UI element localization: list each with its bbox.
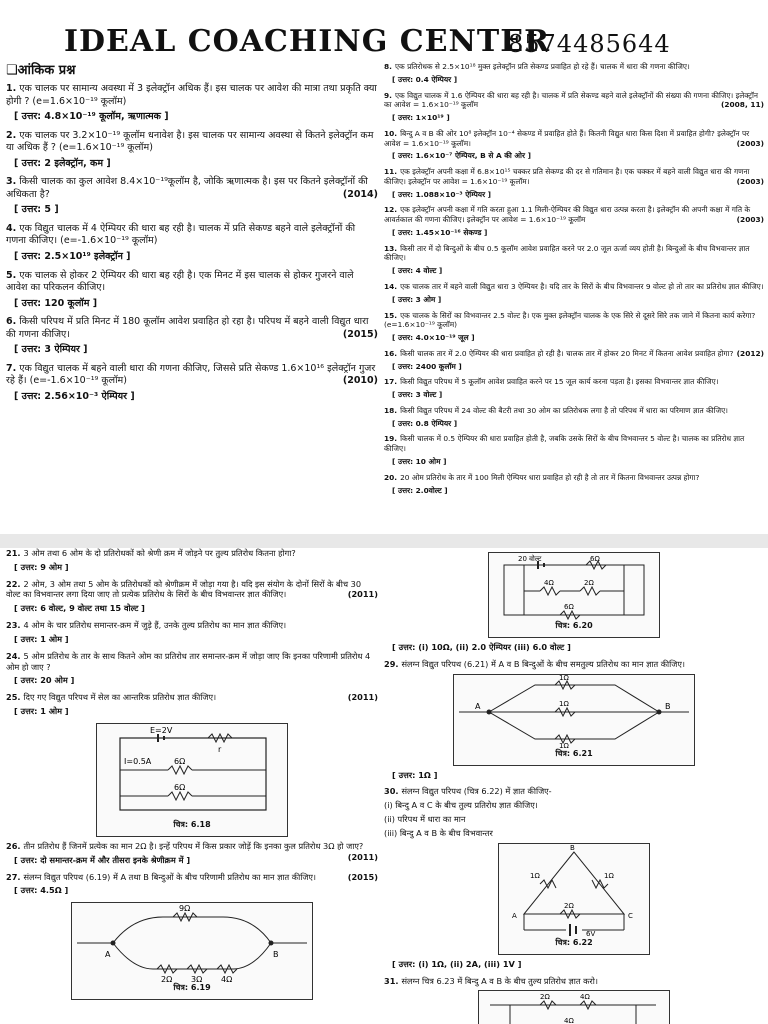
answer: [ उत्तर: 1.45×10⁻¹⁶ सेकण्ड ] — [392, 227, 488, 237]
label-r: r — [218, 744, 222, 754]
exam-year: (2008, 11) — [721, 100, 764, 110]
label-4ohm: 4Ω — [221, 975, 233, 984]
label-9ohm: 9Ω — [179, 904, 191, 914]
question-number: 6. — [6, 316, 17, 328]
question-number: 12. — [384, 205, 398, 215]
question-number: 11. — [384, 167, 398, 177]
figure-6-20 — [488, 552, 660, 638]
question-text: एक इलेक्ट्रॉन अपनी कक्षा में गति करता हुआ 1.1 मिली-ऐम्पियर की विद्युत धारा उत्पन्न करता है। इलेक्ट्रॉन की अपनी कक्षा में गति के आवर्तकाल की गणना कीजिए। इलेक्ट्रॉन पर आवेश = 1.6×10⁻¹⁹ कूलॉम — [384, 205, 751, 225]
question-text: एक विद्युत चालक में 1.6 ऐम्पियर की धारा बह रही है। चालक में प्रति सेकण्ड बहने वाले इलेक्ट्रॉनों की संख्या की गणना कीजिए। इलेक्ट्रॉन का आवेश = 1.6×10⁻¹⁹ कूलॉम — [384, 90, 758, 110]
question-text: संलग्न विद्युत परिपथ (6.21) में A व B बिन्दुओं के बीच समतुल्य प्रतिरोध का मान ज्ञात कीजिए। — [401, 658, 685, 669]
question-30-part-2: (ii) परिपथ में धारा का मान — [384, 814, 466, 825]
question-text: एक इलेक्ट्रॉन अपनी कक्षा में 6.8×10¹⁵ चक्कर प्रति सेकण्ड की दर से गतिमान है। एक चक्कर में बहने वाली विद्युत धारा की गणना कीजिए। इलेक्ट्रॉन पर आवेश = 1.6×10⁻¹⁹ कूलॉम। — [384, 167, 750, 186]
question-text: 2 ओम, 3 ओम तथा 5 ओम के प्रतिरोधकों को श्रेणीक्रम में जोड़ा गया है। यदि इस संयोग के दोनों सिरों के बीच 30 वोल्ट का विभवान्तर लगा दिया जाए तो प्रत्येक प्रतिरोध के सिरों के बीच विभवान्तर ज्ञात कीजिए। — [6, 578, 362, 600]
question-number: 23. — [6, 620, 21, 631]
question-30 — [384, 786, 764, 797]
answer: [ उत्तर: 1 ओम ] — [14, 633, 69, 644]
label-r2: 4Ω — [580, 993, 590, 1002]
question-number: 21. — [6, 548, 21, 558]
question-number: 2. — [6, 129, 17, 141]
question-text: एक विद्युत चालक में बहने वाली धारा की गणना कीजिए, जिससे प्रति सेकण्ड 1.6×10¹⁶ इलेक्ट्रॉन गुजर रहे हैं। (e=-1.6×10⁻¹⁹ कूलॉम) — [6, 362, 376, 387]
label-r2: 1Ω — [604, 871, 614, 880]
question-number: 9. — [384, 90, 392, 100]
label-r3: 4Ω — [564, 1017, 574, 1024]
question-number: 30. — [384, 786, 399, 797]
label-r-top: 1Ω — [559, 674, 569, 682]
label-r-bottom: 1Ω — [559, 741, 569, 749]
question-text: संलग्न चित्र 6.23 में बिन्दु A व B के बीच तुल्य प्रतिरोध ज्ञात करो। — [401, 975, 598, 986]
question-number: 25. — [6, 692, 21, 703]
question-number: 29. — [384, 658, 399, 669]
question-item — [384, 406, 764, 416]
question-text: एक चालक के सिरों का विभवान्तर 2.5 वोल्ट है। एक मुक्त इलेक्ट्रॉन चालक के एक सिरे से दूसरे सिरे तक जाने में कितना कार्य करेगा? (e=1.6×10⁻¹⁹ कूलॉम) — [384, 310, 756, 330]
label-a: A — [105, 950, 111, 960]
question-number: 26. — [6, 840, 21, 851]
question-item — [6, 651, 378, 673]
figure-6-22 — [498, 843, 650, 955]
circuit-diagram — [500, 844, 648, 938]
answer: [ उत्तर: 9 ओम ] — [14, 561, 69, 572]
question-text: एक चालक पर सामान्य अवस्था में 3 इलेक्ट्रॉन अधिक हैं। इस चालक पर आवेश की मात्रा तथा प्रकृति क्या होगी ? (e=1.6×10⁻¹⁹ कूलॉम) — [6, 83, 377, 107]
question-30-part-3: (iii) बिन्दु A व B के बीच विभवान्तर — [384, 827, 493, 838]
question-item — [384, 473, 764, 483]
brand-title: IDEAL COACHING CENTER — [64, 24, 551, 59]
exam-year: (2014) — [342, 188, 378, 200]
question-number: 16. — [384, 348, 398, 358]
label-voltage: 20 वोल्ट — [518, 555, 542, 563]
question-text: एक चालक तार में बहने वाली विद्युत धारा 3 ऐम्पियर है। यदि तार के सिरों के बीच विभवान्तर 9 वोल्ट हो तो तार का प्रतिरोध ज्ञात कीजिए। — [400, 282, 764, 292]
question-item — [6, 223, 378, 248]
question-number: 14. — [384, 282, 398, 292]
question-number: 31. — [384, 975, 399, 986]
question-item — [6, 316, 378, 341]
answer: [ उत्तर: 2.0वोल्ट ] — [392, 485, 448, 495]
question-item — [384, 91, 764, 111]
label-b: B — [273, 950, 279, 960]
exam-year: (2011) — [347, 692, 378, 703]
label-a: A — [475, 701, 481, 711]
question-text: संलग्न विद्युत परिपथ (6.19) में A तथा B बिन्दुओं के बीच परिणामी प्रतिरोध का मान ज्ञात कीजिए। — [23, 871, 317, 882]
page-divider — [0, 534, 768, 548]
question-list — [6, 83, 378, 403]
question-text: किसी चालक का कुल आवेश 8.4×10⁻¹⁹कूलॉम है, जोकि ऋणात्मक है। इस पर कितने इलेक्ट्रॉनों की अधिकता है? — [6, 176, 368, 200]
question-29 — [384, 659, 764, 670]
question-number: 20. — [384, 472, 398, 482]
question-text: तीन प्रतिरोध हैं जिनमें प्रत्येक का मान 2Ω है। इन्हें परिपथ में किस प्रकार जोड़ें कि इनका कुल प्रतिरोध 3Ω हो जाए? — [23, 840, 364, 851]
question-text: एक प्रतिरोधक से 2.5×10¹⁸ मुक्त इलेक्ट्रॉन प्रति सेकण्ड प्रवाहित हो रहे हैं। चालक में धारा की गणना कीजिए। — [394, 62, 690, 71]
label-r1: 1Ω — [530, 871, 540, 880]
label-r1: 6Ω — [174, 756, 186, 766]
question-item — [384, 167, 764, 187]
question-text: संलग्न विद्युत परिपथ (चित्र 6.22) में ज्ञात कीजिए- — [401, 786, 552, 797]
question-item — [384, 311, 764, 331]
exam-year: (2011) — [347, 851, 378, 862]
question-item — [6, 176, 378, 201]
answer-28: [ उत्तर: (i) 10Ω, (ii) 2.0 ऐम्पियर (iii) 6.0 वोल्ट ] — [392, 642, 571, 652]
answer: [ उत्तर: 4 वोल्ट ] — [392, 266, 443, 276]
question-text: 3 ओम तथा 6 ओम के दो प्रतिरोधकों को श्रेणी क्रम में जोड़ने पर तुल्य प्रतिरोध कितना होगा? — [23, 548, 296, 558]
exam-year: (2011) — [347, 589, 378, 600]
answer: [ उत्तर: 4.0×10⁻¹⁹ जूल ] — [392, 333, 475, 343]
panel-bottom-right — [384, 548, 764, 1024]
exam-year: (2003) — [736, 176, 764, 186]
question-text: 20 ओम प्रतिरोध के तार में 100 मिली ऐम्पियर धारा प्रवाहित हो रही है तो तार में कितना विभवान्तर उत्पन्न होगा? — [400, 472, 700, 482]
question-number: 1. — [6, 83, 17, 95]
question-item — [6, 130, 378, 155]
question-text: किसी परिपथ में प्रति मिनट में 180 कूलॉम आवेश प्रवाहित हो रहा है। परिपथ में बहने वाली विद्युत धारा की गणना कीजिए। — [6, 316, 369, 340]
question-text: बिन्दु A व B की ओर 10⁸ इलेक्ट्रॉन 10⁻⁴ सेकण्ड में प्रवाहित होते हैं। कितनी विद्युत धारा किस दिशा में प्रवाहित होगी? इलेक्ट्रॉन पर आवेश = 1.6×10⁻¹⁹ कूलॉम। — [384, 128, 750, 148]
question-number: 15. — [384, 310, 398, 320]
question-list — [384, 62, 764, 495]
answer: [ उत्तर: 3 ऐम्पियर ] — [14, 344, 88, 356]
question-item — [384, 62, 764, 72]
question-number: 17. — [384, 377, 398, 387]
circuit-diagram — [490, 553, 658, 621]
figure-6-18 — [96, 723, 288, 837]
page-header — [0, 0, 768, 62]
question-item — [384, 205, 764, 225]
answer: [ उत्तर: 5 ] — [14, 204, 59, 216]
question-item — [384, 349, 764, 359]
circuit-diagram — [480, 991, 668, 1024]
figure-caption: चित्र: 6.20 — [555, 621, 593, 630]
question-item — [384, 282, 764, 292]
exam-year: (2012) — [736, 348, 764, 358]
answer: [ उत्तर: 2.5×10¹⁹ इलेक्ट्रॉन ] — [14, 251, 131, 262]
question-item — [6, 579, 378, 601]
answer: [ उत्तर: 0.8 ऐम्पियर ] — [392, 418, 458, 428]
question-item — [6, 692, 378, 703]
answer: [ उत्तर: 2 इलेक्ट्रॉन, कम ] — [14, 157, 111, 169]
answer: [ उत्तर: 120 कूलॉम ] — [14, 297, 98, 309]
question-item — [384, 377, 764, 387]
label-a: A — [512, 911, 517, 920]
label-r2: 4Ω — [544, 579, 554, 587]
question-item — [6, 872, 378, 883]
answer: [ उत्तर: दो समान्तर-क्रम में और तीसरा इनके श्रेणीक्रम में ] — [14, 854, 191, 865]
answer: [ उत्तर: 20 ओम ] — [14, 675, 75, 686]
circuit-diagram — [455, 675, 693, 749]
question-number: 18. — [384, 405, 398, 415]
label-emf: E=2V — [150, 725, 173, 735]
question-text: 5 ओम प्रतिरोध के तार के साथ कितने ओम का प्रतिरोध तार समान्तर-क्रम में जोड़ा जाए कि इनका परिणामी प्रतिरोध 4 ओम हो जाए ? — [6, 650, 371, 672]
question-30-part-1: (i) बिन्दु A व C के बीच तुल्य प्रतिरोध ज्ञात कीजिए। — [384, 800, 538, 811]
exam-year: (2015) — [347, 871, 378, 882]
exam-year: (2010) — [342, 375, 378, 387]
figure-caption: चित्र: 6.19 — [173, 983, 211, 993]
question-item — [6, 363, 378, 388]
figure-6-23 — [478, 990, 670, 1024]
question-number: 7. — [6, 362, 17, 374]
answer-29: [ उत्तर: 1Ω ] — [392, 769, 438, 780]
label-b: B — [570, 843, 575, 852]
question-number: 5. — [6, 269, 17, 281]
answer: [ उत्तर: 4.8×10⁻¹⁹ कूलॉम, ऋणात्मक ] — [14, 111, 169, 123]
question-item — [6, 83, 378, 108]
figure-6-19 — [71, 902, 313, 1000]
answer: [ उत्तर: 10 ओम ] — [392, 456, 447, 466]
figure-caption: चित्र: 6.22 — [555, 937, 593, 947]
question-number: 10. — [384, 128, 398, 138]
answer: [ उत्तर: 1×10¹⁹ ] — [392, 113, 450, 123]
answer: [ उत्तर: 3 वोल्ट ] — [392, 390, 443, 400]
label-r1: 6Ω — [590, 555, 600, 563]
label-r3: 2Ω — [584, 579, 594, 587]
panel-top-right — [384, 62, 764, 532]
question-list — [6, 841, 378, 896]
question-list — [6, 548, 378, 717]
answer: [ उत्तर: 4.5Ω ] — [14, 885, 69, 896]
question-item — [6, 548, 378, 559]
answer: [ उत्तर: 1.6×10⁻⁷ ऐम्पियर, B से A की ओर ] — [392, 151, 531, 161]
question-text: एक चालक से होकर 2 ऐम्पियर की धारा बह रही है। एक मिनट में इस चालक से होकर गुजरने वाले आवेश का परिकलन कीजिए। — [6, 269, 354, 294]
circuit-diagram — [73, 903, 311, 983]
answer: [ उत्तर: 1 ओम ] — [14, 706, 69, 717]
answer: [ उत्तर: 2400 कूलॉम ] — [392, 361, 462, 371]
question-item — [384, 244, 764, 264]
question-text: किसी विद्युत परिपथ में 5 कूलॉम आवेश प्रवाहित करने पर 15 जूल कार्य करना पड़ता है। इसका विभवान्तर ज्ञात कीजिए। — [400, 377, 719, 387]
question-text: एक विद्युत चालक में 4 ऐम्पियर की धारा बह रही है। चालक में प्रति सेकण्ड बहने वाले इलेक्ट्रॉनों की गणना कीजिए। (e=-1.6×10⁻¹⁹ कूलॉम) — [6, 222, 356, 247]
question-item — [6, 620, 378, 631]
label-2ohm: 2Ω — [161, 975, 173, 984]
figure-caption: चित्र: 6.18 — [173, 819, 211, 829]
figure-caption: चित्र: 6.21 — [555, 748, 593, 758]
label-r2: 6Ω — [174, 782, 186, 792]
question-31 — [384, 976, 764, 987]
panel-top-left — [6, 62, 378, 532]
exam-year: (2003) — [736, 138, 764, 148]
question-item — [6, 270, 378, 295]
phone-number: 8574485644 — [508, 30, 671, 58]
circuit-diagram — [98, 724, 286, 820]
question-text: दिए गए विद्युत परिपथ में सेल का आन्तरिक प्रतिरोध ज्ञात कीजिए। — [23, 692, 217, 703]
question-number: 3. — [6, 176, 17, 188]
label-r3: 2Ω — [564, 901, 574, 910]
question-text: एक चालक पर 3.2×10⁻¹⁹ कूलॉम धनावेश है। इस चालक पर सामान्य अवस्था से कितने इलेक्ट्रॉन कम या अधिक हैं ? (e=1.6×10⁻¹⁹ कूलॉम) — [6, 129, 374, 154]
label-r-mid: 1Ω — [559, 699, 569, 708]
question-item — [384, 129, 764, 149]
question-number: 4. — [6, 222, 17, 234]
question-number: 24. — [6, 650, 21, 661]
question-item — [384, 434, 764, 454]
question-number: 27. — [6, 871, 21, 882]
answer: [ उत्तर: 6 वोल्ट, 9 वोल्ट तथा 15 वोल्ट ] — [14, 603, 145, 614]
exam-year: (2015) — [342, 328, 378, 340]
answer: [ उत्तर: 3 ओम ] — [392, 294, 442, 304]
label-voltage: 6V — [586, 929, 596, 938]
answer: [ उत्तर: 0.4 ऐम्पियर ] — [392, 74, 458, 84]
label-b: B — [665, 701, 671, 711]
exam-year: (2003) — [736, 215, 764, 225]
panel-bottom-left — [6, 548, 378, 1024]
question-text: 4 ओम के चार प्रतिरोध समान्तर-क्रम में जुड़े हैं, उनके तुल्य प्रतिरोध का मान ज्ञात कीजिए। — [23, 620, 287, 631]
label-current: I=0.5A — [124, 756, 152, 766]
answer: [ उत्तर: 2.56×10⁻³ ऐम्पियर ] — [14, 390, 135, 402]
question-number: 13. — [384, 243, 398, 253]
question-number: 8. — [384, 62, 392, 71]
question-number: 22. — [6, 578, 21, 589]
answer: [ उत्तर: 1.088×10⁻³ ऐम्पियर ] — [392, 189, 492, 199]
question-text: किसी चालक तार में 2.0 ऐम्पियर की धारा प्रवाहित हो रही है। चालक तार में होकर 20 मिनट में कितना आवेश प्रवाहित होगा? — [400, 348, 734, 358]
question-text: किसी चालक में 0.5 ऐम्पियर की धारा प्रवाहित होती है, जबकि उसके सिरों के बीच विभवान्तर 5 वोल्ट है। चालक का प्रतिरोध ज्ञात कीजिए। — [384, 434, 745, 454]
label-c: C — [628, 911, 633, 920]
label-3ohm: 3Ω — [191, 975, 203, 984]
question-text: किसी तार में दो बिन्दुओं के बीच 0.5 कूलॉम आवेश प्रवाहित करने पर 2.0 जूल ऊर्जा व्यय होती है। बिन्दुओं के बीच विभवान्तर ज्ञात कीजिए। — [384, 243, 750, 263]
label-r1: 2Ω — [540, 993, 550, 1002]
question-text: किसी विद्युत परिपथ में 24 वोल्ट की बैटरी तथा 30 ओम का प्रतिरोधक लगा है तो परिपथ में धारा का परिमाण ज्ञात कीजिए। — [400, 405, 728, 415]
question-number: 19. — [384, 434, 398, 444]
figure-6-21 — [453, 674, 695, 766]
answer-30: [ उत्तर: (i) 1Ω, (ii) 2A, (iii) 1V ] — [392, 958, 522, 969]
section-heading: ❑आंकिक प्रश्न — [6, 63, 76, 78]
label-r4: 6Ω — [564, 603, 574, 611]
